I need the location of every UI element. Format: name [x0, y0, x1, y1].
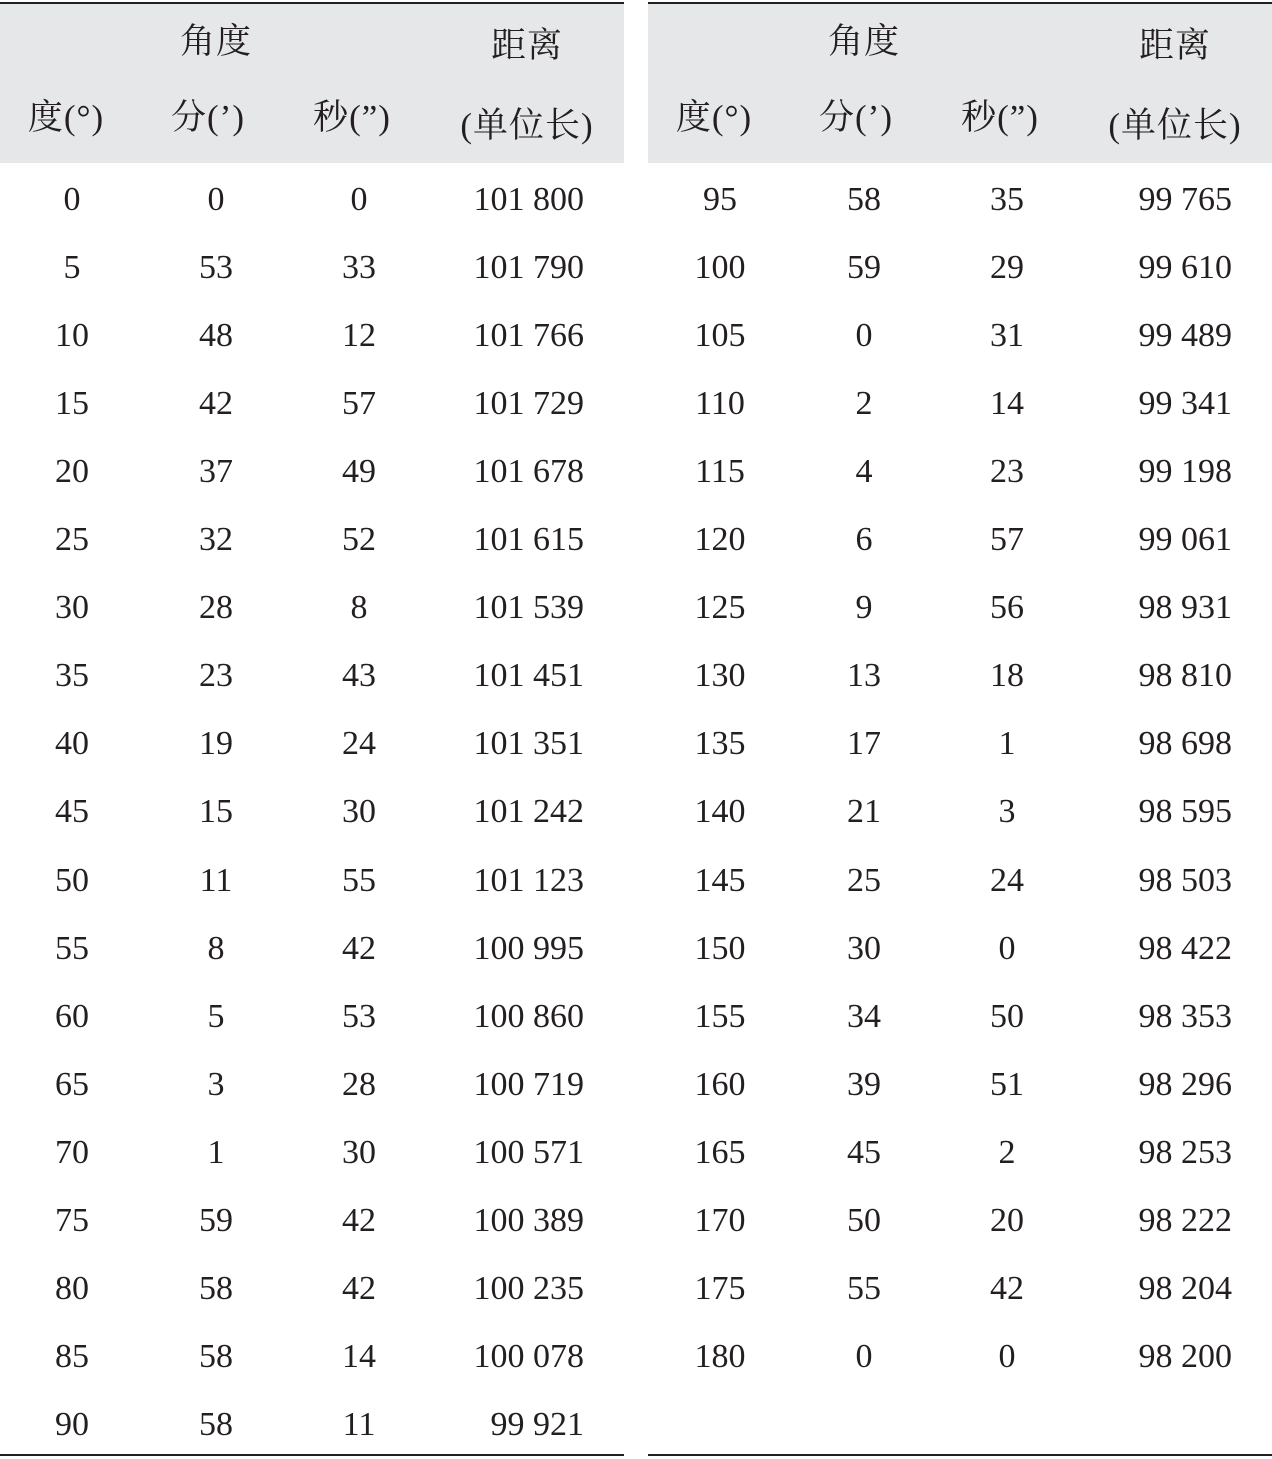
- table-row: [0, 778, 624, 846]
- cell-distance: 98 353: [1138, 997, 1232, 1035]
- table-row: [0, 1051, 624, 1119]
- cell-minute: 15: [199, 793, 233, 831]
- table-row: [648, 370, 1272, 438]
- cell-minute: 45: [847, 1133, 881, 1171]
- table-row: [648, 166, 1272, 234]
- cell-degree: 145: [694, 861, 746, 899]
- table-row: [0, 1323, 624, 1391]
- cell-second: 0: [998, 929, 1016, 967]
- table-row: [0, 1119, 624, 1187]
- cell-minute: 32: [199, 521, 233, 559]
- cell-degree: 175: [694, 1269, 746, 1307]
- cell-distance: 101 766: [473, 317, 584, 355]
- cell-distance: 101 678: [473, 453, 584, 491]
- cell-distance: 98 931: [1138, 589, 1232, 627]
- cell-second: 1: [998, 725, 1016, 763]
- cell-degree: 60: [55, 997, 89, 1035]
- cell-distance: 100 235: [473, 1269, 584, 1307]
- cell-second: 3: [998, 793, 1016, 831]
- cell-distance: 101 242: [473, 793, 584, 831]
- cell-second: 14: [342, 1337, 376, 1375]
- header-minute: 分(’): [819, 98, 893, 137]
- cell-minute: 58: [847, 181, 881, 218]
- cell-second: 42: [342, 929, 376, 967]
- cell-distance: 99 921: [490, 1405, 584, 1443]
- cell-distance: 101 790: [473, 249, 584, 287]
- table-row: [648, 1051, 1272, 1119]
- table-row: [0, 438, 624, 506]
- cell-second: 51: [990, 1065, 1024, 1103]
- cell-minute: 8: [207, 929, 225, 967]
- cell-degree: 65: [55, 1065, 89, 1103]
- cell-degree: 80: [55, 1269, 89, 1307]
- cell-minute: 58: [199, 1337, 233, 1375]
- header-unit: (单位长): [1108, 106, 1242, 145]
- cell-degree: 35: [55, 657, 89, 695]
- table-row: [0, 915, 624, 983]
- cell-second: 55: [342, 861, 376, 899]
- cell-minute: 55: [847, 1269, 881, 1307]
- cell-degree: 170: [694, 1201, 746, 1239]
- cell-distance: 98 503: [1138, 861, 1232, 899]
- cell-distance: 100 995: [473, 929, 584, 967]
- cell-degree: 115: [695, 453, 745, 491]
- table-header: [0, 4, 624, 163]
- cell-minute: 1: [207, 1133, 225, 1171]
- cell-minute: 42: [199, 385, 233, 423]
- header-unit: (单位长): [460, 106, 594, 145]
- cell-second: 52: [342, 521, 376, 559]
- cell-distance: 100 571: [473, 1133, 584, 1171]
- table-row: [648, 710, 1272, 778]
- cell-minute: 6: [855, 521, 873, 559]
- cell-second: 42: [342, 1269, 376, 1307]
- cell-degree: 10: [55, 317, 89, 355]
- cell-second: 23: [990, 453, 1024, 491]
- cell-minute: 50: [847, 1201, 881, 1239]
- table-row: [648, 1187, 1272, 1255]
- cell-minute: 9: [855, 589, 873, 627]
- cell-degree: 30: [55, 589, 89, 627]
- cell-second: 30: [342, 793, 376, 831]
- table-row: [0, 983, 624, 1051]
- cell-minute: 59: [199, 1201, 233, 1239]
- cell-second: 53: [342, 997, 376, 1035]
- table-bottom-rule: [0, 1454, 624, 1456]
- cell-minute: 17: [847, 725, 881, 763]
- cell-degree: 25: [55, 521, 89, 559]
- cell-second: 28: [342, 1065, 376, 1103]
- cell-degree: 15: [55, 385, 89, 423]
- cell-degree: 125: [694, 589, 746, 627]
- cell-distance: 99 341: [1138, 385, 1232, 423]
- header-degree: 度(°): [675, 98, 753, 137]
- cell-distance: 101 451: [473, 657, 584, 695]
- table-row: [648, 847, 1272, 915]
- cell-minute: 2: [855, 385, 873, 423]
- cell-degree: 75: [55, 1201, 89, 1239]
- cell-distance: 99 489: [1138, 317, 1232, 355]
- table-row: [0, 370, 624, 438]
- table-row: [648, 302, 1272, 370]
- table-row: [0, 1187, 624, 1255]
- cell-second: 0: [350, 181, 368, 218]
- cell-second: 50: [990, 997, 1024, 1035]
- header-angle: 角度: [827, 22, 901, 61]
- cell-minute: 58: [199, 1269, 233, 1307]
- cell-distance: 101 123: [473, 861, 584, 899]
- table-row: [0, 847, 624, 915]
- table-row: [648, 915, 1272, 983]
- cell-second: 43: [342, 657, 376, 695]
- cell-degree: 150: [694, 929, 746, 967]
- cell-minute: 11: [199, 861, 233, 899]
- table-row: [0, 506, 624, 574]
- cell-distance: 100 078: [473, 1337, 584, 1375]
- cell-second: 56: [990, 589, 1024, 627]
- cell-second: 31: [990, 317, 1024, 355]
- table-row: [648, 234, 1272, 302]
- cell-degree: 0: [63, 181, 81, 218]
- cell-distance: 100 719: [473, 1065, 584, 1103]
- table-row: [0, 234, 624, 302]
- cell-minute: 30: [847, 929, 881, 967]
- table-row: [648, 983, 1272, 1051]
- header-minute: 分(’): [171, 98, 245, 137]
- cell-distance: 101 351: [473, 725, 584, 763]
- cell-distance: 98 222: [1138, 1201, 1232, 1239]
- cell-degree: 20: [55, 453, 89, 491]
- cell-degree: 155: [694, 997, 746, 1035]
- cell-degree: 95: [703, 181, 737, 218]
- cell-distance: 101 539: [473, 589, 584, 627]
- cell-second: 0: [998, 1337, 1016, 1375]
- cell-distance: 98 422: [1138, 929, 1232, 967]
- cell-distance: 98 810: [1138, 657, 1232, 695]
- cell-second: 24: [990, 861, 1024, 899]
- cell-distance: 98 296: [1138, 1065, 1232, 1103]
- cell-second: 29: [990, 249, 1024, 287]
- cell-minute: 19: [199, 725, 233, 763]
- table-row: [0, 710, 624, 778]
- table-row: [0, 642, 624, 710]
- header-second: 秒(”): [961, 98, 1039, 137]
- table-row: [648, 778, 1272, 846]
- cell-distance: 101 800: [473, 181, 584, 218]
- cell-distance: 98 595: [1138, 793, 1232, 831]
- cell-minute: 4: [855, 453, 873, 491]
- header-distance: 距离: [1138, 26, 1212, 65]
- table-row: [0, 302, 624, 370]
- cell-minute: 0: [855, 1337, 873, 1375]
- cell-minute: 25: [847, 861, 881, 899]
- cell-minute: 3: [207, 1065, 225, 1103]
- cell-distance: 99 061: [1138, 521, 1232, 559]
- cell-distance: 101 615: [473, 521, 584, 559]
- cell-degree: 140: [694, 793, 746, 831]
- cell-minute: 5: [207, 997, 225, 1035]
- table-right: [648, 0, 1272, 1458]
- cell-minute: 0: [855, 317, 873, 355]
- cell-second: 11: [342, 1405, 376, 1443]
- cell-degree: 45: [55, 793, 89, 831]
- cell-second: 2: [998, 1133, 1016, 1171]
- cell-degree: 50: [55, 861, 89, 899]
- table-row: [648, 1323, 1272, 1391]
- cell-minute: 34: [847, 997, 881, 1035]
- table-row: [648, 438, 1272, 506]
- cell-distance: 100 389: [473, 1201, 584, 1239]
- cell-minute: 58: [199, 1405, 233, 1443]
- cell-degree: 5: [63, 249, 81, 287]
- header-second: 秒(”): [313, 98, 391, 137]
- header-angle: 角度: [179, 22, 253, 61]
- cell-second: 57: [342, 385, 376, 423]
- cell-degree: 105: [694, 317, 746, 355]
- cell-second: 24: [342, 725, 376, 763]
- cell-degree: 120: [694, 521, 746, 559]
- cell-distance: 101 729: [473, 385, 584, 423]
- cell-minute: 37: [199, 453, 233, 491]
- table-row: [648, 642, 1272, 710]
- cell-second: 42: [990, 1269, 1024, 1307]
- cell-degree: 165: [694, 1133, 746, 1171]
- cell-second: 30: [342, 1133, 376, 1171]
- cell-distance: 98 698: [1138, 725, 1232, 763]
- cell-degree: 180: [694, 1337, 746, 1375]
- table-row: [0, 574, 624, 642]
- cell-second: 14: [990, 385, 1024, 423]
- cell-degree: 130: [694, 657, 746, 695]
- table-row: [0, 166, 624, 234]
- cell-second: 33: [342, 249, 376, 287]
- cell-degree: 135: [694, 725, 746, 763]
- cell-minute: 59: [847, 249, 881, 287]
- cell-minute: 23: [199, 657, 233, 695]
- table-header: [648, 4, 1272, 163]
- cell-degree: 90: [55, 1405, 89, 1443]
- cell-degree: 55: [55, 929, 89, 967]
- cell-distance: 98 253: [1138, 1133, 1232, 1171]
- cell-distance: 100 860: [473, 997, 584, 1035]
- cell-minute: 21: [847, 793, 881, 831]
- cell-degree: 100: [694, 249, 746, 287]
- cell-second: 12: [342, 317, 376, 355]
- table-row: [648, 574, 1272, 642]
- cell-degree: 85: [55, 1337, 89, 1375]
- table-bottom-rule: [648, 1454, 1272, 1456]
- cell-second: 8: [350, 589, 368, 627]
- table-row: [0, 1255, 624, 1323]
- table-row: [648, 1255, 1272, 1323]
- cell-minute: 48: [199, 317, 233, 355]
- cell-minute: 0: [207, 181, 225, 218]
- cell-distance: 99 610: [1138, 249, 1232, 287]
- cell-second: 57: [990, 521, 1024, 559]
- table-row: [648, 1119, 1272, 1187]
- cell-distance: 99 198: [1138, 453, 1232, 491]
- table-left: [0, 0, 624, 1458]
- cell-degree: 40: [55, 725, 89, 763]
- cell-distance: 98 204: [1138, 1269, 1232, 1307]
- table-row: [0, 1391, 624, 1459]
- cell-distance: 98 200: [1138, 1337, 1232, 1375]
- cell-second: 18: [990, 657, 1024, 695]
- cell-degree: 160: [694, 1065, 746, 1103]
- header-degree: 度(°): [27, 98, 105, 137]
- cell-second: 35: [990, 181, 1024, 218]
- cell-degree: 70: [55, 1133, 89, 1171]
- cell-minute: 13: [847, 657, 881, 695]
- cell-minute: 39: [847, 1065, 881, 1103]
- cell-minute: 28: [199, 589, 233, 627]
- cell-distance: 99 765: [1138, 181, 1232, 218]
- cell-degree: 110: [695, 385, 745, 423]
- cell-second: 20: [990, 1201, 1024, 1239]
- header-distance: 距离: [490, 26, 564, 65]
- table-row: [648, 506, 1272, 574]
- cell-second: 49: [342, 453, 376, 491]
- cell-minute: 53: [199, 249, 233, 287]
- cell-second: 42: [342, 1201, 376, 1239]
